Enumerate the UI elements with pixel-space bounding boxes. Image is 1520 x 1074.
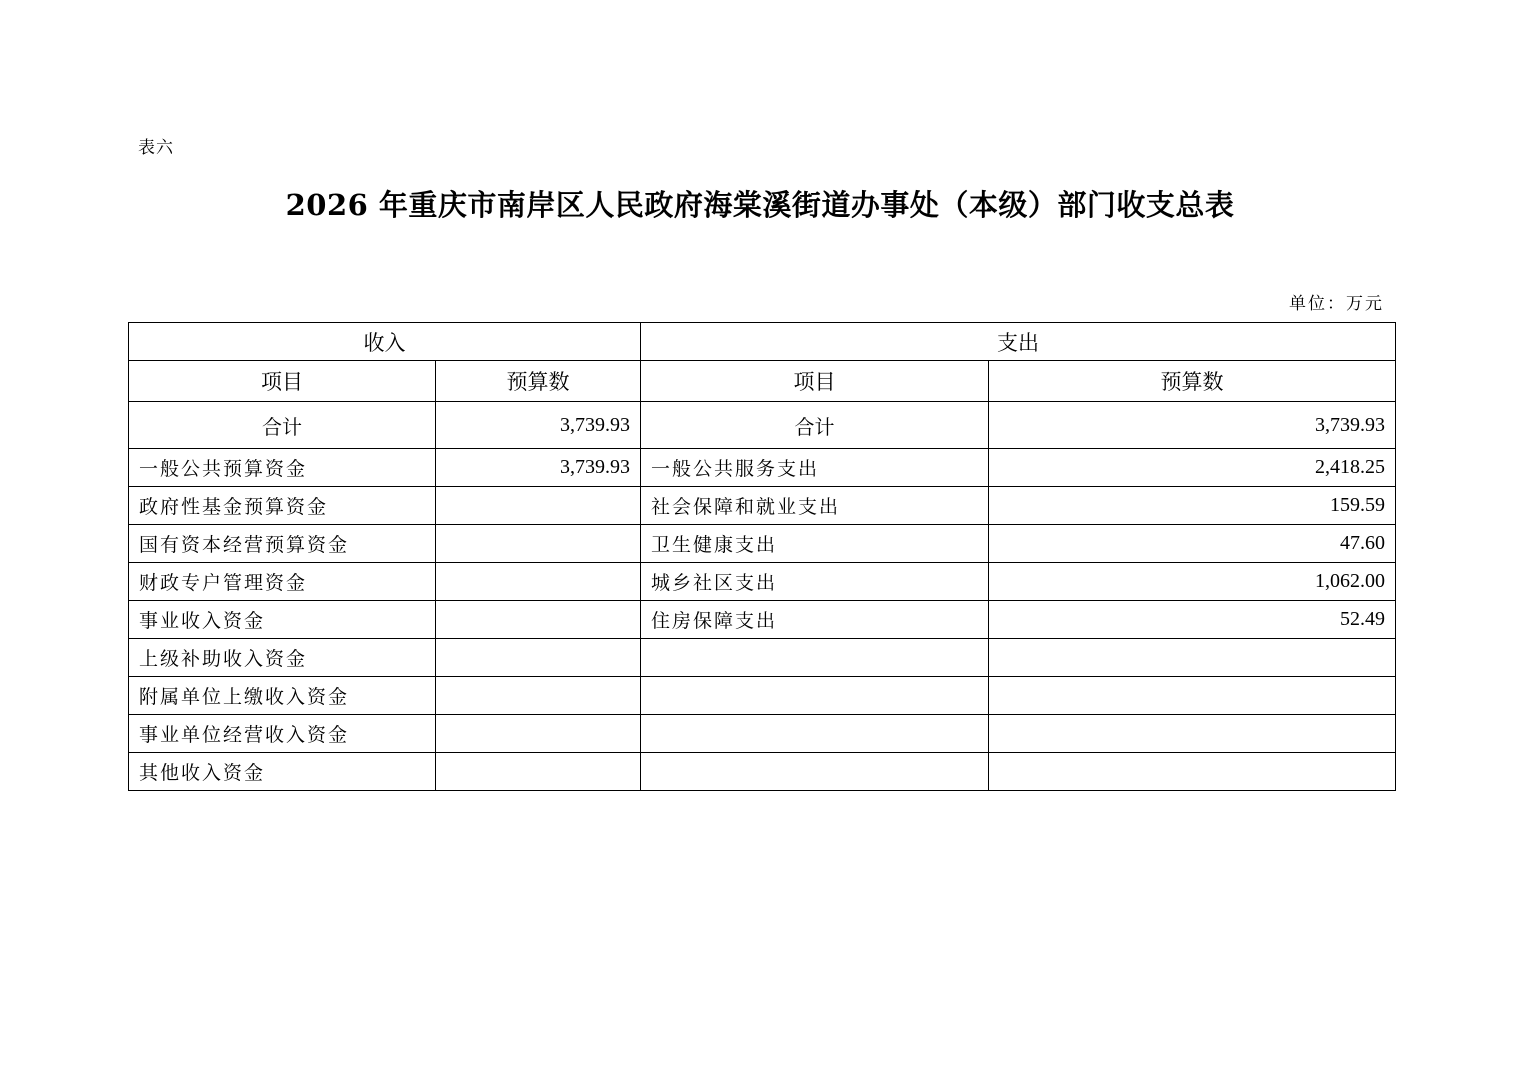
expense-item-cell	[641, 753, 989, 791]
expense-amount-cell	[989, 715, 1396, 753]
table-row	[129, 525, 1396, 563]
page-title: 2026 年重庆市南岸区人民政府海棠溪街道办事处（本级）部门收支总表	[285, 188, 1235, 222]
income-amount-cell	[436, 677, 641, 715]
expense-amount-cell: 159.59	[989, 487, 1396, 525]
table-row	[129, 487, 1396, 525]
expense-amount-cell: 1,062.00	[989, 563, 1396, 601]
income-item-cell: 上级补助收入资金	[129, 639, 436, 677]
income-amount-cell	[436, 487, 641, 525]
income-total-amount: 3,739.93	[436, 402, 641, 449]
income-item-cell: 事业单位经营收入资金	[129, 715, 436, 753]
income-amount-cell: 3,739.93	[436, 449, 641, 487]
table-row	[129, 563, 1396, 601]
expense-item-cell: 社会保障和就业支出	[641, 487, 989, 525]
table-row	[129, 753, 1396, 791]
table-row	[129, 449, 1396, 487]
expense-amount-cell	[989, 753, 1396, 791]
expense-amount-cell: 52.49	[989, 601, 1396, 639]
income-amount-cell	[436, 563, 641, 601]
table-row	[129, 601, 1396, 639]
income-item-header: 项目	[129, 361, 436, 402]
table-row	[129, 677, 1396, 715]
unit-note: 单位：万元	[1289, 294, 1384, 314]
income-item-cell: 其他收入资金	[129, 753, 436, 791]
total-row	[129, 402, 1396, 449]
income-item-cell: 政府性基金预算资金	[129, 487, 436, 525]
expense-total-amount: 3,739.93	[989, 402, 1396, 449]
income-item-cell: 附属单位上缴收入资金	[129, 677, 436, 715]
income-item-cell: 事业收入资金	[129, 601, 436, 639]
income-group-header: 收入	[129, 323, 641, 361]
income-amount-cell	[436, 525, 641, 563]
income-amount-cell	[436, 753, 641, 791]
expense-group-header: 支出	[641, 323, 1396, 361]
expense-amount-cell: 2,418.25	[989, 449, 1396, 487]
expense-item-header: 项目	[641, 361, 989, 402]
income-item-cell: 财政专户管理资金	[129, 563, 436, 601]
income-item-cell: 国有资本经营预算资金	[129, 525, 436, 563]
expense-total-label: 合计	[641, 402, 989, 449]
income-amount-cell	[436, 715, 641, 753]
expense-item-cell	[641, 677, 989, 715]
table-row	[129, 639, 1396, 677]
income-amount-header: 预算数	[436, 361, 641, 402]
table-number-label: 表六	[138, 138, 174, 158]
expense-amount-cell	[989, 677, 1396, 715]
expense-item-cell	[641, 639, 989, 677]
expense-amount-cell: 47.60	[989, 525, 1396, 563]
income-expense-summary-table	[128, 322, 1396, 791]
income-item-cell: 一般公共预算资金	[129, 449, 436, 487]
expense-amount-cell	[989, 639, 1396, 677]
income-amount-cell	[436, 601, 641, 639]
expense-item-cell: 城乡社区支出	[641, 563, 989, 601]
table-row	[129, 715, 1396, 753]
expense-item-cell: 一般公共服务支出	[641, 449, 989, 487]
expense-item-cell	[641, 715, 989, 753]
expense-item-cell: 住房保障支出	[641, 601, 989, 639]
expense-amount-header: 预算数	[989, 361, 1396, 402]
income-total-label: 合计	[129, 402, 436, 449]
column-header-row	[129, 361, 1396, 402]
group-header-row	[129, 323, 1396, 361]
income-amount-cell	[436, 639, 641, 677]
expense-item-cell: 卫生健康支出	[641, 525, 989, 563]
